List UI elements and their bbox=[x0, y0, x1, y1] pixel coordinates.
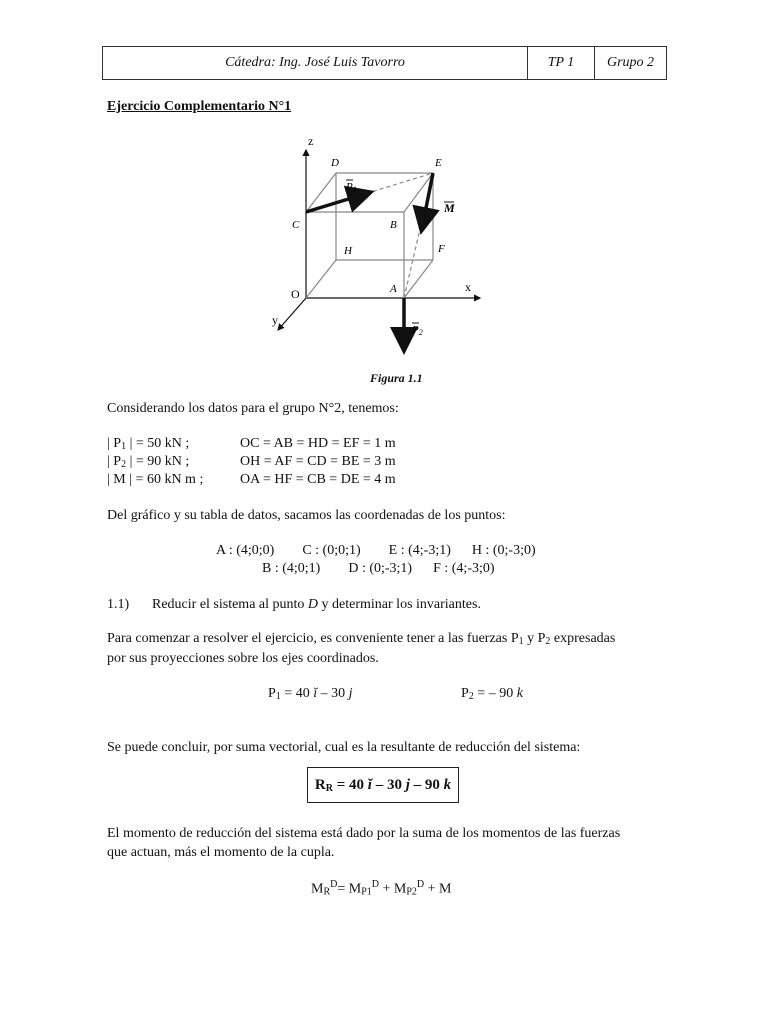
y-label: y bbox=[272, 313, 278, 327]
para2-text: Se puede concluir, por suma vectorial, cual es la resultante de reducción del sistema: bbox=[107, 740, 581, 755]
b-label: B bbox=[390, 219, 397, 231]
coords-line-2: B : (4;0;1) D : (0;-3;1) F : (4;-3;0) bbox=[262, 561, 495, 576]
force-p1: | $P_1$ | = 50 kN ; bbox=[107, 436, 190, 452]
task-number: 1.1) bbox=[107, 597, 130, 612]
equation-p1: $P_1 = 40$ ĭ – 30 j bbox=[268, 686, 353, 702]
header-tp: TP 1 bbox=[528, 47, 595, 80]
cube-edges bbox=[306, 173, 433, 298]
distances-3: OA = HF = CB = DE = 4 m bbox=[240, 472, 396, 487]
o-label: O bbox=[291, 287, 300, 301]
f-label: F bbox=[438, 243, 445, 255]
z-label: z bbox=[308, 134, 314, 148]
coords-line-1: A : (4;0;0) C : (0;0;1) E : (4;-3;1) H : (0;-3;0) bbox=[216, 543, 536, 558]
moment-m: | M | = 60 kN m ; bbox=[107, 472, 204, 487]
e-label: E bbox=[435, 157, 442, 169]
coords-intro: Del gráfico y su tabla de datos, sacamos las coordenadas de los puntos: bbox=[107, 508, 506, 523]
y-axis bbox=[278, 298, 306, 330]
para1-line2: por sus proyecciones sobre los ejes coordinados. bbox=[107, 651, 379, 666]
m-label: M bbox=[444, 201, 455, 215]
cube-figure bbox=[240, 130, 500, 385]
resultant-box: $R_R = 40$ ĭ – 30 j – 90 k bbox=[307, 767, 459, 803]
intro-text: Considerando los datos para el grupo N°2, tenemos: bbox=[107, 401, 399, 416]
distances-2: OH = AF = CD = BE = 3 m bbox=[240, 454, 396, 469]
moment-equation: $M_R^D= M_{P1}^D + M_{P2}^D + M$ bbox=[311, 879, 452, 898]
h-label: H bbox=[344, 245, 352, 257]
header-catedra: Cátedra: Ing. José Luis Tavorro bbox=[103, 47, 528, 80]
p2-label: P2 bbox=[412, 324, 423, 337]
equation-p2: $P_2$ = – 90 k bbox=[461, 686, 523, 702]
distances-1: OC = AB = HD = EF = 1 m bbox=[240, 436, 396, 451]
task-text: Reducir el sistema al punto D y determinar los invariantes. bbox=[152, 597, 481, 612]
d-label: D bbox=[331, 157, 339, 169]
para1-line1: Para comenzar a resolver el ejercicio, es conveniente tener a las fuerzas $P_1$ y $P_2$ expresadas bbox=[107, 631, 616, 647]
para3-line2: que actuan, más el momento de la cupla. bbox=[107, 845, 335, 860]
p1-label: P1 bbox=[346, 181, 357, 194]
a-label: A bbox=[390, 283, 397, 295]
header-table bbox=[102, 46, 667, 80]
force-p2: | $P_2$ | = 90 kN ; bbox=[107, 454, 190, 470]
x-label: x bbox=[465, 280, 471, 294]
exercise-title: Ejercicio Complementario N°1 bbox=[107, 99, 292, 114]
c-label: C bbox=[292, 219, 300, 231]
p1-vector bbox=[306, 193, 368, 212]
para3-line1: El momento de reducción del sistema está dado por la suma de los momentos de las fuerzas bbox=[107, 826, 621, 841]
header-grupo: Grupo 2 bbox=[595, 47, 667, 80]
figure-caption: Figura 1.1 bbox=[370, 371, 423, 385]
